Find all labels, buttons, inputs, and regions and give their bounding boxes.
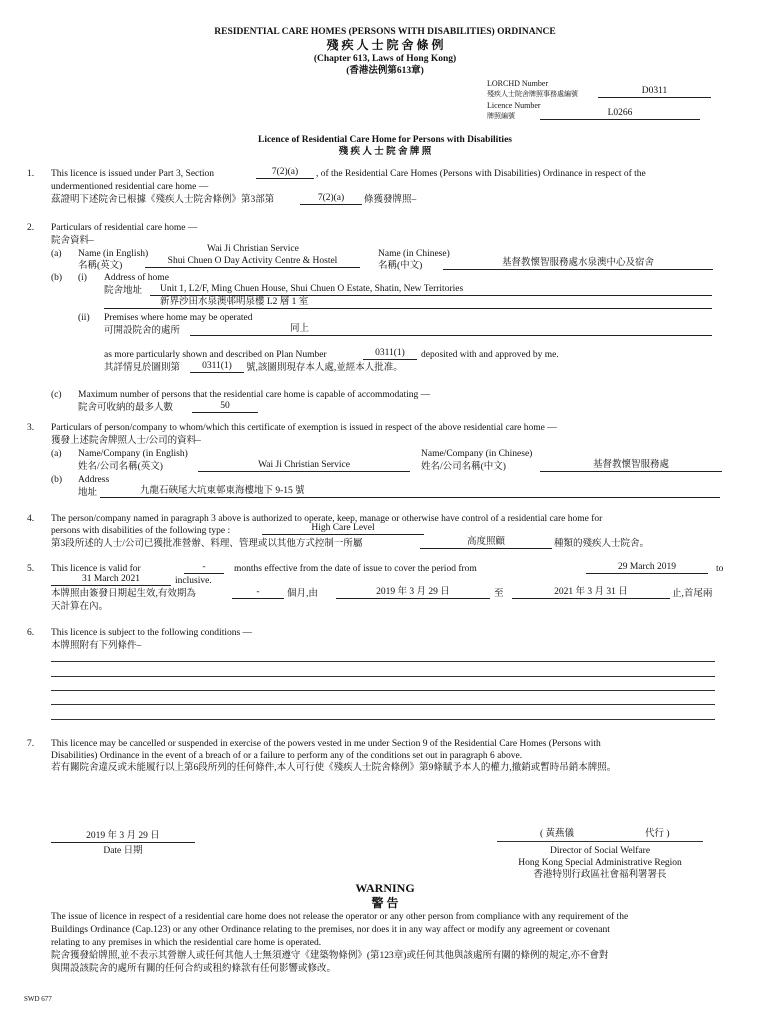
home-address-label-zh: 院舍地址 — [104, 286, 143, 296]
premises-label-zh: 可開設院舍的處所 — [104, 326, 181, 336]
section-2-heading-zh: 院舍資料– — [51, 236, 94, 246]
section-5-number: 5. — [27, 564, 35, 574]
licence-label-zh: 牌照編號 — [487, 112, 515, 120]
condition-line-4 — [51, 704, 715, 705]
home-address-zh-field: 新界沙田水泉澳邨明泉樓 L2 層 1 室 — [104, 296, 712, 309]
chapter-en: (Chapter 613, Laws of Hong Kong) — [313, 54, 457, 64]
section-6-number: 6. — [27, 628, 35, 638]
section-1-section-field-zh: 7(2)(a) — [300, 192, 362, 205]
plan-text-a: as more particularly shown and described on Plan Number — [104, 350, 327, 360]
operator-name-en-label: Name/Company (in English) — [78, 449, 188, 459]
home-name-zh-field: 基督教懷智服務處水泉澳中心及宿舍 — [443, 257, 713, 270]
section-4-number: 4. — [27, 514, 35, 524]
home-address-en-field: Unit 1, L2/F, Ming Chuen House, Shui Chuen O Estate, Shatin, New Territories — [150, 283, 712, 296]
issue-date-field: 2019 年 3 月 29 日 — [51, 830, 195, 843]
home-address-label: Address of home — [104, 273, 169, 283]
section-6-text-zh: 本牌照附有下列條件– — [51, 641, 142, 651]
section-1-text-a: This licence is issued under Part 3, Section — [51, 169, 215, 179]
validity-months-field-zh: - — [232, 586, 284, 599]
section-3-number: 3. — [27, 423, 35, 433]
ordinance-title-en: RESIDENTIAL CARE HOMES (PERSONS WITH DISABILITIES) ORDINANCE — [214, 27, 556, 37]
licence-title-zh: 殘 疾 人 士 院 舍 牌 照 — [338, 147, 432, 157]
section-2-bii-marker: (ii) — [78, 313, 90, 323]
form-code: SWD 677 — [24, 995, 52, 1003]
lorchd-label-zh: 殘疾人士院舍牌照事務處編號 — [487, 90, 578, 98]
warning-text-en-3: relating to any premises in which the residential care home is operated. — [51, 938, 322, 948]
licence-label-en: Licence Number — [487, 101, 541, 110]
signer-name: ( 黃燕儀 — [540, 829, 575, 839]
plan-number-field: 0311(1) — [363, 347, 417, 360]
chapter-zh: (香港法例第613章) — [346, 66, 424, 76]
section-5-text-zh-d: 天計算在內。 — [51, 602, 109, 612]
plan-number-field-zh: 0311(1) — [190, 360, 244, 373]
section-7-text-a: This licence may be cancelled or suspended in exercise of the powers vested in me under Section 9 of the Residential Care Homes (Persons with — [51, 739, 601, 749]
validity-months-field: - — [184, 561, 224, 574]
section-4-text-a: The person/company named in paragraph 3 above is authorized to operate, keep, manage or otherwise have control of a residential care home for — [51, 514, 603, 524]
operator-address-label-zh: 地址 — [78, 488, 98, 498]
section-4-text-b: persons with disabilities of the following type : — [51, 526, 231, 536]
operator-name-zh-label: Name/Company (in Chinese) — [421, 449, 533, 459]
premises-field: 同上 — [190, 323, 712, 336]
section-7-text-b: Disabilities) Ordinance in the event of a breach of or a failure to perform any of the conditions set out in paragraph 6 above. — [51, 751, 523, 761]
section-2-heading-en: Particulars of residential care home — — [51, 223, 198, 233]
operator-address-field: 九龍石硤尾大坑東邨東海樓地下 9-15 號 — [100, 485, 720, 498]
section-4-text-zh-b: 種類的殘疾人士院舍。 — [554, 539, 650, 549]
section-5-text-zh-c: 止,首尾兩 — [672, 589, 713, 599]
home-name-zh-label: Name (in Chinese) — [378, 249, 450, 259]
section-1-text-zh-a: 茲證明下述院舍已根據《殘疾人士院舍條例》第3部第 — [51, 195, 275, 205]
plan-text-zh-a: 其詳情見於圖則第 — [104, 363, 181, 373]
premises-label: Premises where home may be operated — [104, 313, 253, 323]
section-2-bi-marker: (i) — [78, 273, 87, 283]
section-7-number: 7. — [27, 739, 35, 749]
section-1-text-b: , of the Residential Care Homes (Persons with Disabilities) Ordinance in respect of the — [316, 169, 646, 179]
valid-from-field: 29 March 2019 — [586, 561, 708, 574]
warning-text-en-1: The issue of licence in respect of a residential care home does not release the operator or any other person from compliance with any requirement of the — [51, 912, 629, 922]
section-3-heading-zh: 獲發上述院舍牌照人士/公司的資料– — [51, 436, 201, 446]
valid-to-field-zh: 2021 年 3 月 31 日 — [512, 586, 670, 599]
section-5-text-zh-a: 本牌照由簽發日期起生效,有效期為 — [51, 589, 196, 599]
section-6-text-en: This licence is subject to the following conditions — — [51, 628, 253, 638]
warning-heading-en: WARNING — [355, 881, 415, 895]
licence-title-en: Licence of Residential Care Home for Persons with Disabilities — [257, 135, 512, 145]
director-title-zh: 香港特別行政區社會福利署署長 — [533, 870, 667, 880]
warning-text-en-2: Buildings Ordinance (Cap.123) or any other Ordinance relating to the premises, nor does it in any way affect or modify any agreement or covenant — [51, 925, 610, 935]
date-label: Date 日期 — [103, 846, 143, 856]
section-5-to-label: to — [716, 564, 724, 574]
section-5-text-zh-b: 個月,由 — [287, 589, 318, 599]
section-2-c-marker: (c) — [51, 390, 62, 400]
section-3-b-marker: (b) — [51, 475, 63, 485]
warning-heading-zh: 警 告 — [371, 896, 399, 910]
valid-to-field: 31 March 2021 — [51, 573, 171, 586]
home-name-zh-label-zh: 名稱(中文) — [378, 261, 423, 271]
section-1-number: 1. — [27, 169, 35, 179]
condition-line-1 — [51, 661, 715, 662]
signer-role: 代行 ) — [645, 829, 670, 839]
home-name-en-label: Name (in English) — [78, 249, 149, 259]
max-capacity-text-zh: 院舍可收納的最多人數 — [78, 403, 174, 413]
section-1-text-c: undermentioned residential care home — — [51, 182, 209, 192]
condition-line-3 — [51, 690, 715, 691]
condition-line-2 — [51, 676, 715, 677]
warning-text-zh-2: 與開設該院舍的處所有關的任何合約或租約條款有任何影響或修改。 — [51, 964, 337, 974]
home-name-en-field: Shui Chuen O Day Activity Centre & Hostel — [145, 255, 360, 268]
section-3-heading-en: Particulars of person/company to whom/which this certificate of exemption is issued in respect of the above residential care home — — [51, 423, 557, 433]
valid-from-field-zh: 2019 年 3 月 29 日 — [336, 586, 490, 599]
section-2-a-marker: (a) — [51, 249, 62, 259]
director-title-en: Director of Social Welfare — [549, 846, 651, 856]
home-name-en-label-zh: 名稱(英文) — [78, 261, 123, 271]
section-2-number: 2. — [27, 223, 35, 233]
section-5-text-b: months effective from the date of issue to cover the period from — [234, 564, 477, 574]
home-type-field: High Care Level — [262, 522, 424, 535]
section-4-text-zh-a: 第3段所述的人士/公司已獲批准營辦、料理、管理或以其他方式控制一所屬 — [51, 539, 363, 549]
operator-name-en-field: Wai Ji Christian Service — [198, 459, 410, 472]
licence-number: L0266 — [540, 107, 700, 120]
ordinance-title-zh: 殘 疾 人 士 院 舍 條 例 — [326, 38, 444, 52]
operator-name-zh-label-zh: 姓名/公司名稱(中文) — [421, 462, 506, 472]
max-capacity-text: Maximum number of persons that the residential care home is capable of accommodating — — [78, 390, 431, 400]
warning-text-zh-1: 院舍獲發給牌照,並不表示其營辦人或任何其他人士無須遵守《建築物條例》(第123章)或任何其他與該處所有關的條例的規定,亦不會對 — [51, 951, 609, 961]
operator-name-zh-field: 基督教懷智服務處 — [540, 459, 722, 472]
plan-text-zh-b: 號,該圖則現存本人處,並經本人批准。 — [246, 363, 403, 373]
operator-name-en-label-zh: 姓名/公司名稱(英文) — [78, 462, 163, 472]
home-name-en-line1: Wai Ji Christian Service — [207, 244, 299, 254]
section-7-text-zh: 若有關院舍違反或未能履行以上第6段所列的任何條件,本人可行使《殘疾人士院舍條例》第9條賦予本人的權力,撤銷或暫時吊銷本牌照。 — [51, 763, 617, 773]
signature-line — [497, 841, 703, 842]
section-5-text-zh-to: 至 — [494, 589, 504, 599]
lorchd-number: D0311 — [598, 85, 711, 98]
section-1-text-zh-b: 條獲發牌照– — [364, 195, 417, 205]
section-2-b-marker: (b) — [51, 273, 63, 283]
section-3-a-marker: (a) — [51, 449, 62, 459]
section-1-section-field: 7(2)(a) — [256, 166, 314, 179]
section-5-text-a: This licence is valid for — [51, 564, 141, 574]
operator-address-label: Address — [78, 475, 110, 485]
lorchd-label-en: LORCHD Number — [487, 79, 549, 88]
home-type-field-zh: 高度照顧 — [420, 536, 552, 549]
condition-line-5 — [51, 719, 715, 720]
max-capacity-field: 50 — [192, 400, 258, 413]
region-en: Hong Kong Special Administrative Region — [518, 858, 682, 868]
plan-text-b: deposited with and approved by me. — [421, 350, 559, 360]
section-5-inclusive: inclusive. — [175, 576, 212, 586]
